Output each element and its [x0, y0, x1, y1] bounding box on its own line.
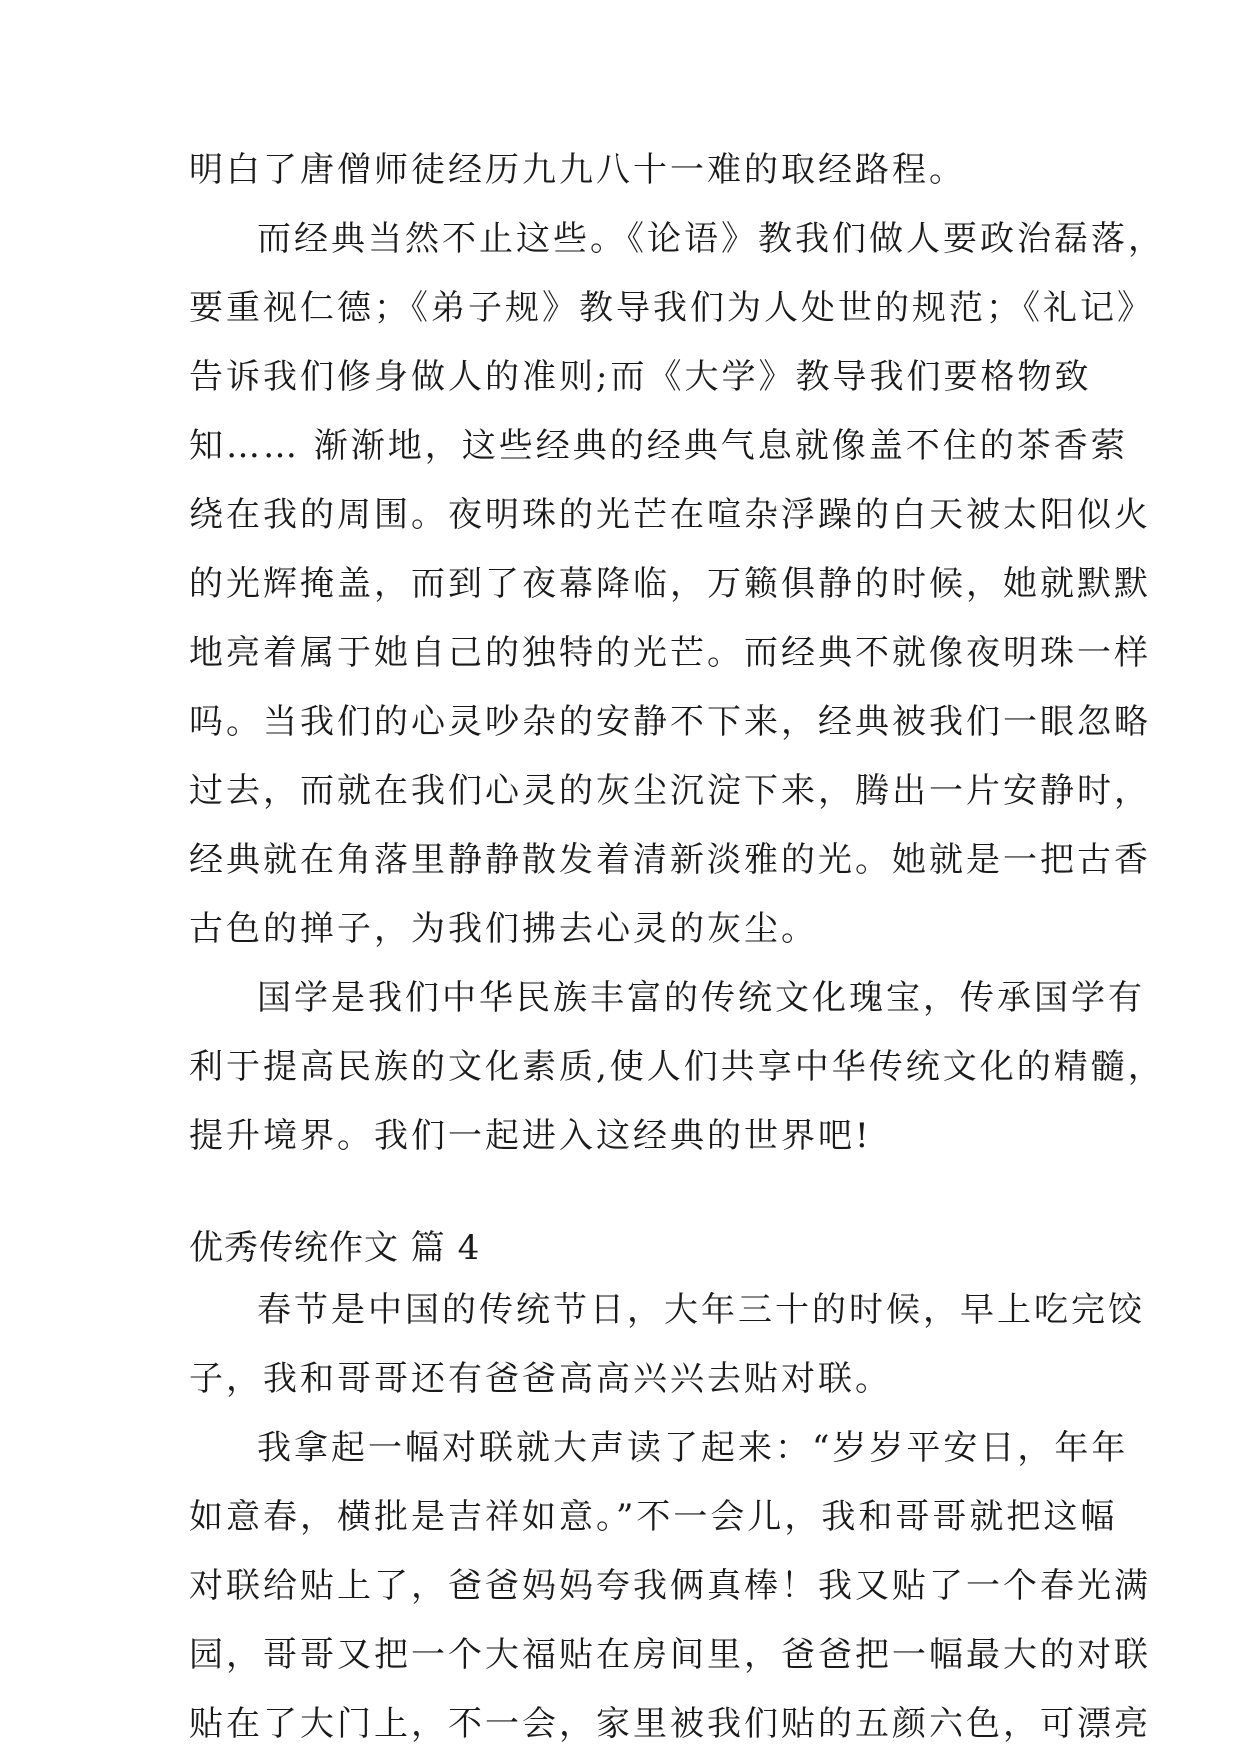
text-line: 过去，而就在我们心灵的灰尘沉淀下来，腾出一片安静时，	[189, 771, 1151, 811]
text-line: 贴在了大门上，不一会，家里被我们贴的五颜六色，可漂亮	[189, 1704, 1151, 1744]
text-line: 的光辉掩盖，而到了夜幕降临，万籁俱静的时候，她就默默	[189, 564, 1151, 604]
text-line: 园，哥哥又把一个大福贴在房间里，爸爸把一幅最大的对联	[189, 1635, 1151, 1675]
text-line: 如意春，横批是吉祥如意。”不一会儿，我和哥哥就把这幅	[189, 1497, 1118, 1537]
text-line: 对联给贴上了，爸爸妈妈夸我俩真棒！我又贴了一个春光满	[189, 1566, 1151, 1606]
text-line: 明白了唐僧师徒经历九九八十一难的取经路程。	[189, 150, 966, 190]
text-line: 提升境界。我们一起进入这经典的世界吧!	[189, 1116, 872, 1156]
section-heading: 优秀传统作文 篇 4	[189, 1228, 481, 1268]
paragraph-first-line: 我拿起一幅对联就大声读了起来：“岁岁平安日，年年	[257, 1428, 1129, 1468]
text-line: 要重视仁德；《弟子规》教导我们为人处世的规范；《礼记》	[189, 288, 1154, 328]
text-line: 知…… 渐渐地，这些经典的经典气息就像盖不住的茶香萦	[189, 426, 1128, 466]
text-line: 告诉我们修身做人的准则;而《大学》教导我们要格物致	[189, 357, 1092, 397]
paragraph-first-line: 国学是我们中华民族丰富的传统文化瑰宝，传承国学有	[257, 978, 1145, 1018]
text-line: 绕在我的周围。夜明珠的光芒在喧杂浮躁的白天被太阳似火	[189, 495, 1151, 535]
text-line: 利于提高民族的文化素质,使人们共享中华传统文化的精髓，	[189, 1047, 1165, 1087]
text-line: 古色的掸子，为我们拂去心灵的灰尘。	[189, 909, 818, 949]
text-line: 经典就在角落里静静散发着清新淡雅的光。她就是一把古香	[189, 840, 1151, 880]
text-line: 地亮着属于她自己的独特的光芒。而经典不就像夜明珠一样	[189, 633, 1151, 673]
paragraph-first-line: 而经典当然不止这些。《论语》教我们做人要政治磊落，	[257, 219, 1165, 259]
paragraph-first-line: 春节是中国的传统节日，大年三十的时候，早上吃完饺	[257, 1290, 1145, 1330]
text-line: 吗。当我们的心灵吵杂的安静不下来，经典被我们一眼忽略	[189, 702, 1151, 742]
text-line: 子，我和哥哥还有爸爸高高兴兴去贴对联。	[189, 1359, 892, 1399]
